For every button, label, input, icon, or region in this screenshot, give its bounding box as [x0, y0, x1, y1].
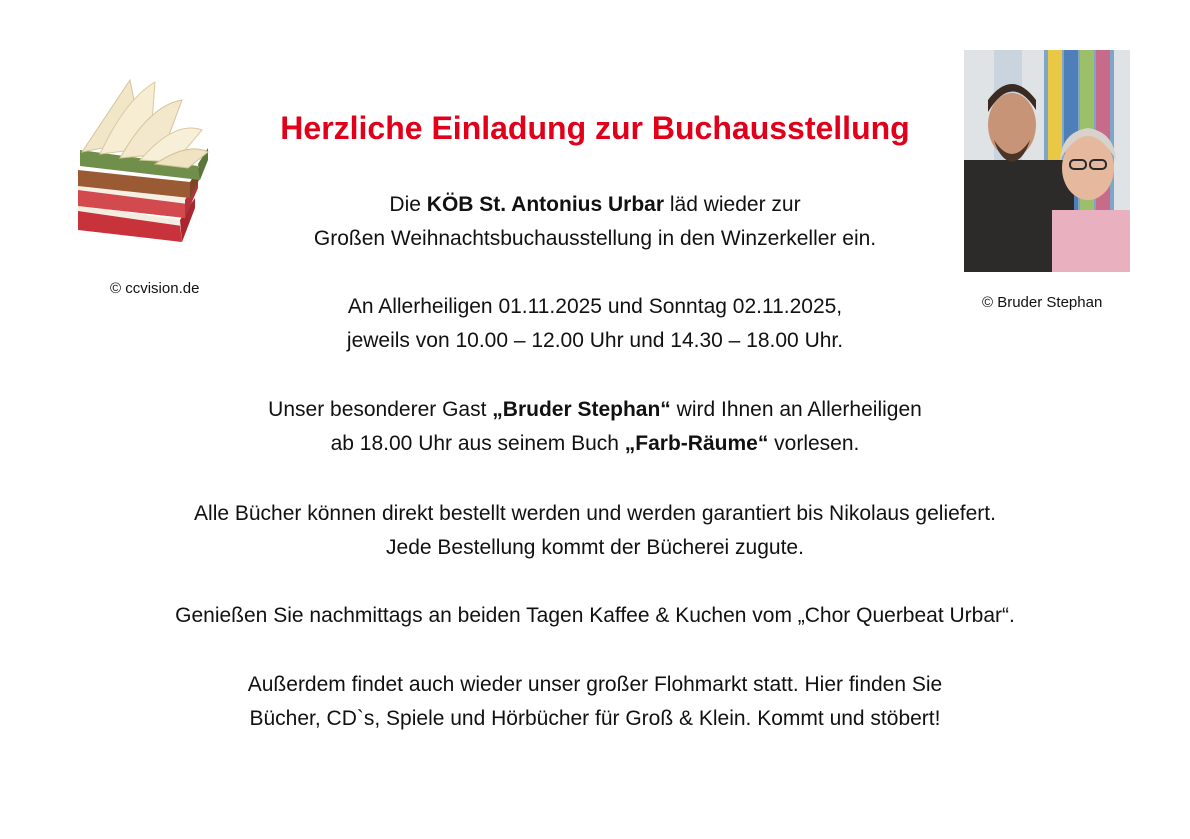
orders-line-1: Alle Bücher können direkt bestellt werden und werden garantiert bis Nikolaus geliefert. — [194, 502, 996, 525]
books-image-credit: © ccvision.de — [110, 280, 200, 297]
orders-paragraph — [0, 497, 1190, 565]
guest-paragraph — [0, 393, 1190, 461]
intro-text-c: läd wieder zur — [664, 193, 801, 216]
intro-line-2: Großen Weihnachtsbuchausstellung in den Winzerkeller ein. — [313, 227, 877, 250]
coffee-paragraph — [0, 599, 1190, 633]
dates-line-1: An Allerheiligen 01.11.2025 und Sonntag 02.11.2025, — [347, 295, 843, 318]
guest-name: „Bruder Stephan“ — [492, 398, 671, 421]
book-title: „Farb-Räume“ — [624, 432, 769, 455]
dates-line-2: jeweils von 10.00 – 12.00 Uhr und 14.30 – 18.00 Uhr. — [346, 329, 844, 352]
coffee-line-1: Genießen Sie nachmittags an beiden Tagen Kaffee & Kuchen vom „Chor Querbeat Urbar“. — [175, 604, 1015, 627]
fleamarket-paragraph — [0, 668, 1190, 736]
guest-text-c: wird Ihnen an Allerheiligen — [670, 398, 922, 421]
page-title: Herzliche Einladung zur Buchausstellung — [280, 110, 910, 146]
intro-paragraph — [0, 188, 1190, 256]
orders-line-2: Jede Bestellung kommt der Bücherei zugute. — [386, 536, 804, 559]
guest-text-f: vorlesen. — [768, 432, 860, 455]
dates-paragraph — [0, 290, 1190, 358]
guest-line-1 — [0, 393, 1190, 427]
guest-text-a: Unser besonderer Gast — [268, 398, 493, 421]
fleamarket-line-2: Bücher, CD`s, Spiele und Hörbücher für Groß & Klein. Kommt und stöbert! — [249, 707, 941, 730]
guest-text-d: ab 18.00 Uhr aus seinem Buch — [330, 432, 625, 455]
guest-line-2 — [0, 427, 1190, 461]
photo-credit: © Bruder Stephan — [982, 294, 1103, 311]
fleamarket-line-1: Außerdem findet auch wieder unser großer Flohmarkt statt. Hier finden Sie — [247, 673, 943, 696]
intro-text-a: Die — [389, 193, 427, 216]
library-name: KÖB St. Antonius Urbar — [426, 193, 665, 216]
intro-line-1 — [0, 188, 1190, 222]
